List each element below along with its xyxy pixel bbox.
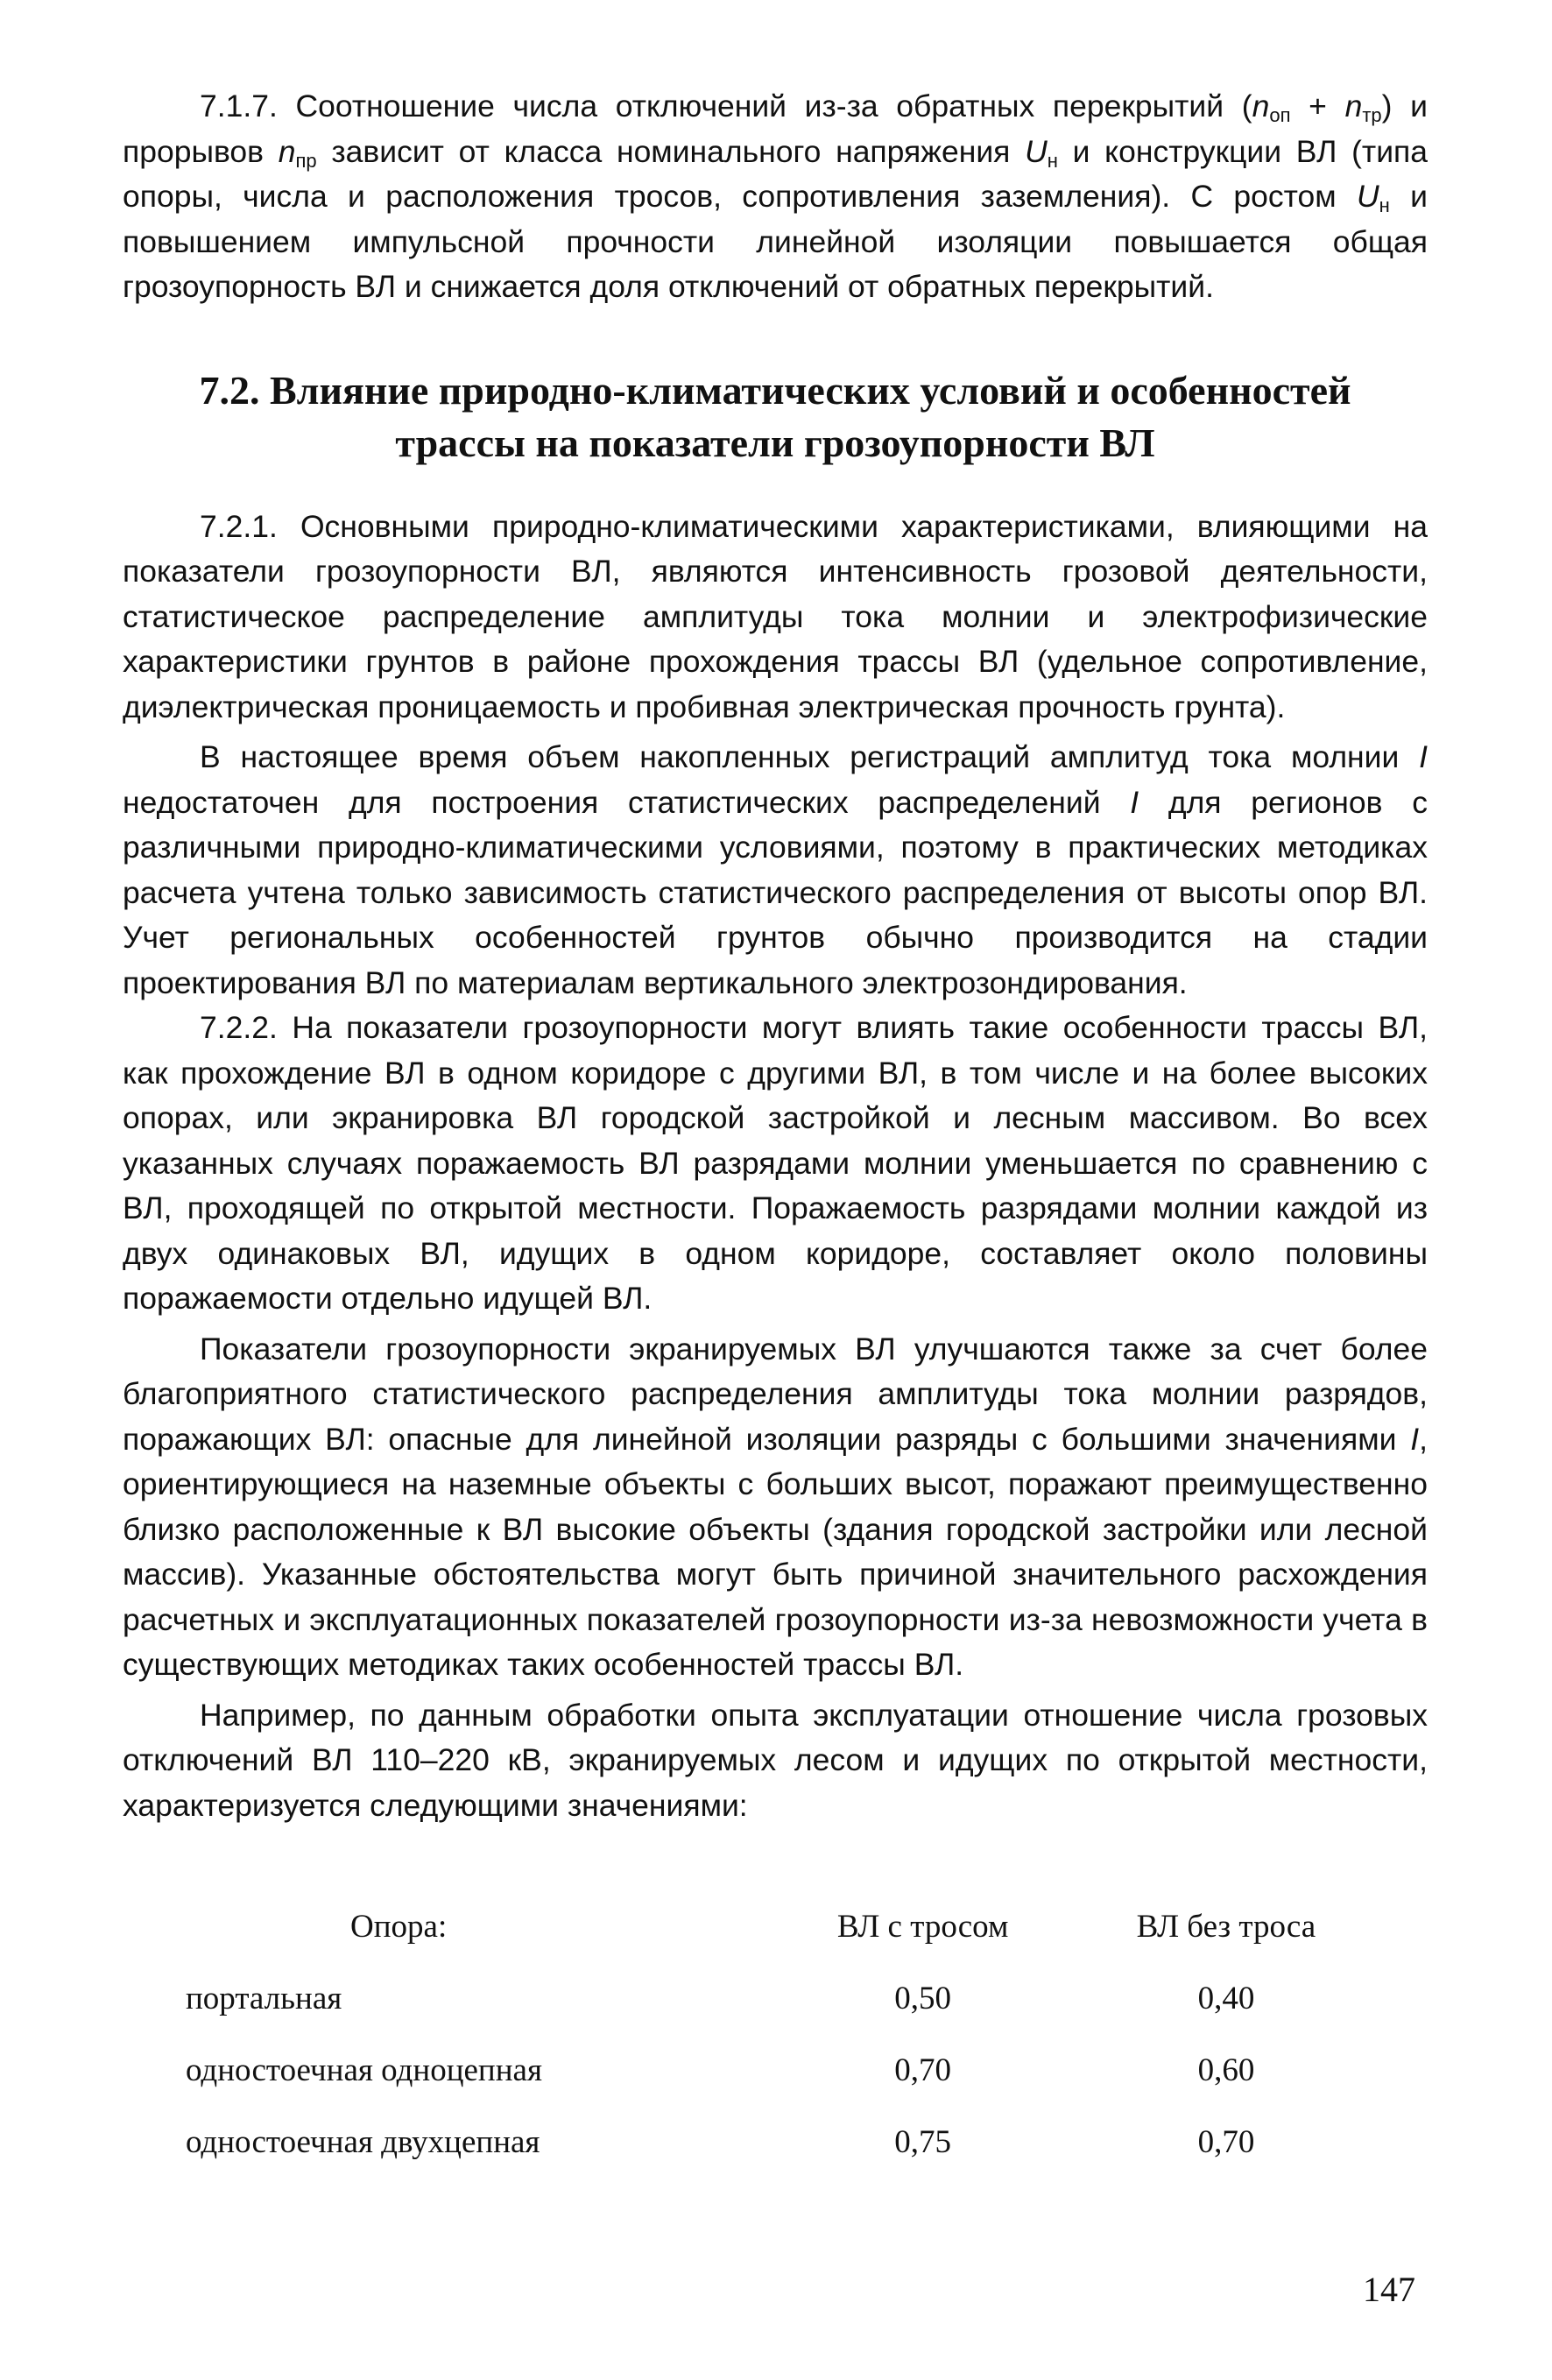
heading-line: 7.2. Влияние природно-климатических условий и особенностей: [199, 367, 1351, 413]
variable: I: [1130, 784, 1139, 820]
table-cell: 0,50: [894, 1980, 952, 2016]
paragraph-7-2-1: [123, 505, 1428, 731]
paragraph-text: и конструкции ВЛ (типа опоры, числа и расположения тросов, сопротивления заземления). С ростом: [123, 133, 1428, 214]
subscript: оп: [1269, 104, 1291, 126]
paragraph-text: зависит от класса номинального напряжения: [316, 133, 1026, 169]
table-header-row: [186, 1890, 1377, 1962]
table-cell: 0,40: [1197, 1980, 1255, 2016]
table-cell: одностоечная двухцепная: [186, 2123, 540, 2160]
variable: U: [1025, 133, 1048, 169]
paragraph-7-1-7: [123, 84, 1428, 310]
paragraph-7-2-2: [123, 1006, 1428, 1322]
column-header: ВЛ с тросом: [836, 1908, 1009, 1945]
paragraph-example: [123, 1693, 1428, 1829]
subscript: тр: [1362, 104, 1382, 126]
section-number: 7.2.1.: [200, 508, 278, 544]
table-cell: портальная: [186, 1980, 342, 2016]
heading-line: трассы на показатели грозоупорности ВЛ: [395, 420, 1155, 465]
ratio-table: [186, 1890, 1377, 2178]
paragraph-screened-lines: [123, 1327, 1428, 1688]
paragraph-text: для регионов с различными природно-климатическими условиями, поэтому в практических методиках расчета учтена только зависимость статистического распределения от высоты опор ВЛ. Учет региональных особенностей грунтов обычно производится на стадии проектирования ВЛ по материалам вертикального электрозондирования.: [123, 784, 1428, 1000]
table-row: [186, 2034, 1377, 2106]
table-cell: 0,70: [894, 2052, 952, 2088]
paragraph-text: Основными природно-климатическими характеристиками, влияющими на показатели грозоупорности ВЛ, являются интенсивность грозовой деятельности, статистическое распределение амплитуды тока молнии и электрофизические характеристики грунтов в районе прохождения трассы ВЛ (удельное сопротивление, диэлектрическая проницаемость и пробивная электрическая прочность грунта).: [123, 508, 1428, 724]
paragraph-text: Соотношение числа отключений из-за обратных перекрытий (: [277, 88, 1252, 124]
variable: n: [278, 133, 296, 169]
table-cell: 0,70: [1197, 2123, 1255, 2160]
variable: U: [1357, 179, 1379, 214]
table-cell: 0,75: [894, 2123, 952, 2160]
column-header: Опора:: [350, 1908, 448, 1945]
column-header: ВЛ без троса: [1136, 1908, 1316, 1945]
table-cell: 0,60: [1197, 2052, 1255, 2088]
operator: +: [1290, 88, 1345, 124]
paragraph-text: На показатели грозоупорности могут влиять такие особенности трассы ВЛ, как прохождение ВЛ в одном коридоре с другими ВЛ, в том числе и на более высоких опорах, или экранировка ВЛ городской застройкой и лесным массивом. Во всех указанных случаях поражаемость ВЛ разрядами молнии уменьшается по сравнению с ВЛ, проходящей по открытой местности. Поражаемость разрядами молнии каждой из двух одинаковых ВЛ, идущих в одном коридоре, составляет около половины поражаемости отдельно идущей ВЛ.: [123, 1010, 1428, 1316]
section-number: 7.2.2.: [200, 1010, 278, 1045]
paragraph-text: и повышением импульсной прочности линейной изоляции повышается общая грозоупорность ВЛ и снижается доля отключений от обратных перекрытий.: [123, 179, 1428, 304]
table-row: [186, 1962, 1377, 2034]
paragraph-text: ) и прорывов: [123, 88, 1428, 169]
paragraph-text: В настоящее время объем накопленных регистраций амплитуд тока молнии: [200, 739, 1420, 774]
table-cell: одностоечная одноцепная: [186, 2052, 542, 2088]
variable: n: [1344, 88, 1363, 124]
section-heading-7-2: [123, 364, 1428, 470]
section-number: 7.1.7.: [200, 88, 278, 124]
subscript: пр: [295, 149, 317, 172]
paragraph-text: Показатели грозоупорности экранируемых ВЛ улучшаются также за счет более благоприятного статистического распределения амплитуды тока молнии разрядов, поражающих ВЛ: опасные для линейной изоляции разряды с большими значениями: [123, 1331, 1428, 1457]
paragraph-current-data: [123, 735, 1428, 1006]
subscript: н: [1047, 149, 1058, 172]
paragraph-text: Например, по данным обработки опыта эксплуатации отношение числа грозовых отключений ВЛ 110–220 кВ, экранируемых лесом и идущих по открытой местности, характеризуется следующими значениями:: [123, 1697, 1428, 1823]
table-row: [186, 2106, 1377, 2178]
page-number: 147: [1363, 2270, 1415, 2309]
paragraph-text: недостаточен для построения статистических распределений: [123, 784, 1131, 820]
paragraph-text: , ориентирующиеся на наземные объекты с больших высот, поражают преимущественно близко расположенные к ВЛ высокие объекты (здания городской застройки или лесной массив). Указанные обстоятельства могут быть причиной значительного расхождения расчетных и эксплуатационных показателей грозоупорности из-за невозможности учета в существующих методиках таких особенностей трассы ВЛ.: [123, 1421, 1428, 1682]
variable: I: [1419, 739, 1428, 774]
subscript: н: [1379, 194, 1390, 216]
page-body: [123, 84, 1428, 1828]
variable: I: [1410, 1421, 1420, 1457]
variable: n: [1252, 88, 1270, 124]
